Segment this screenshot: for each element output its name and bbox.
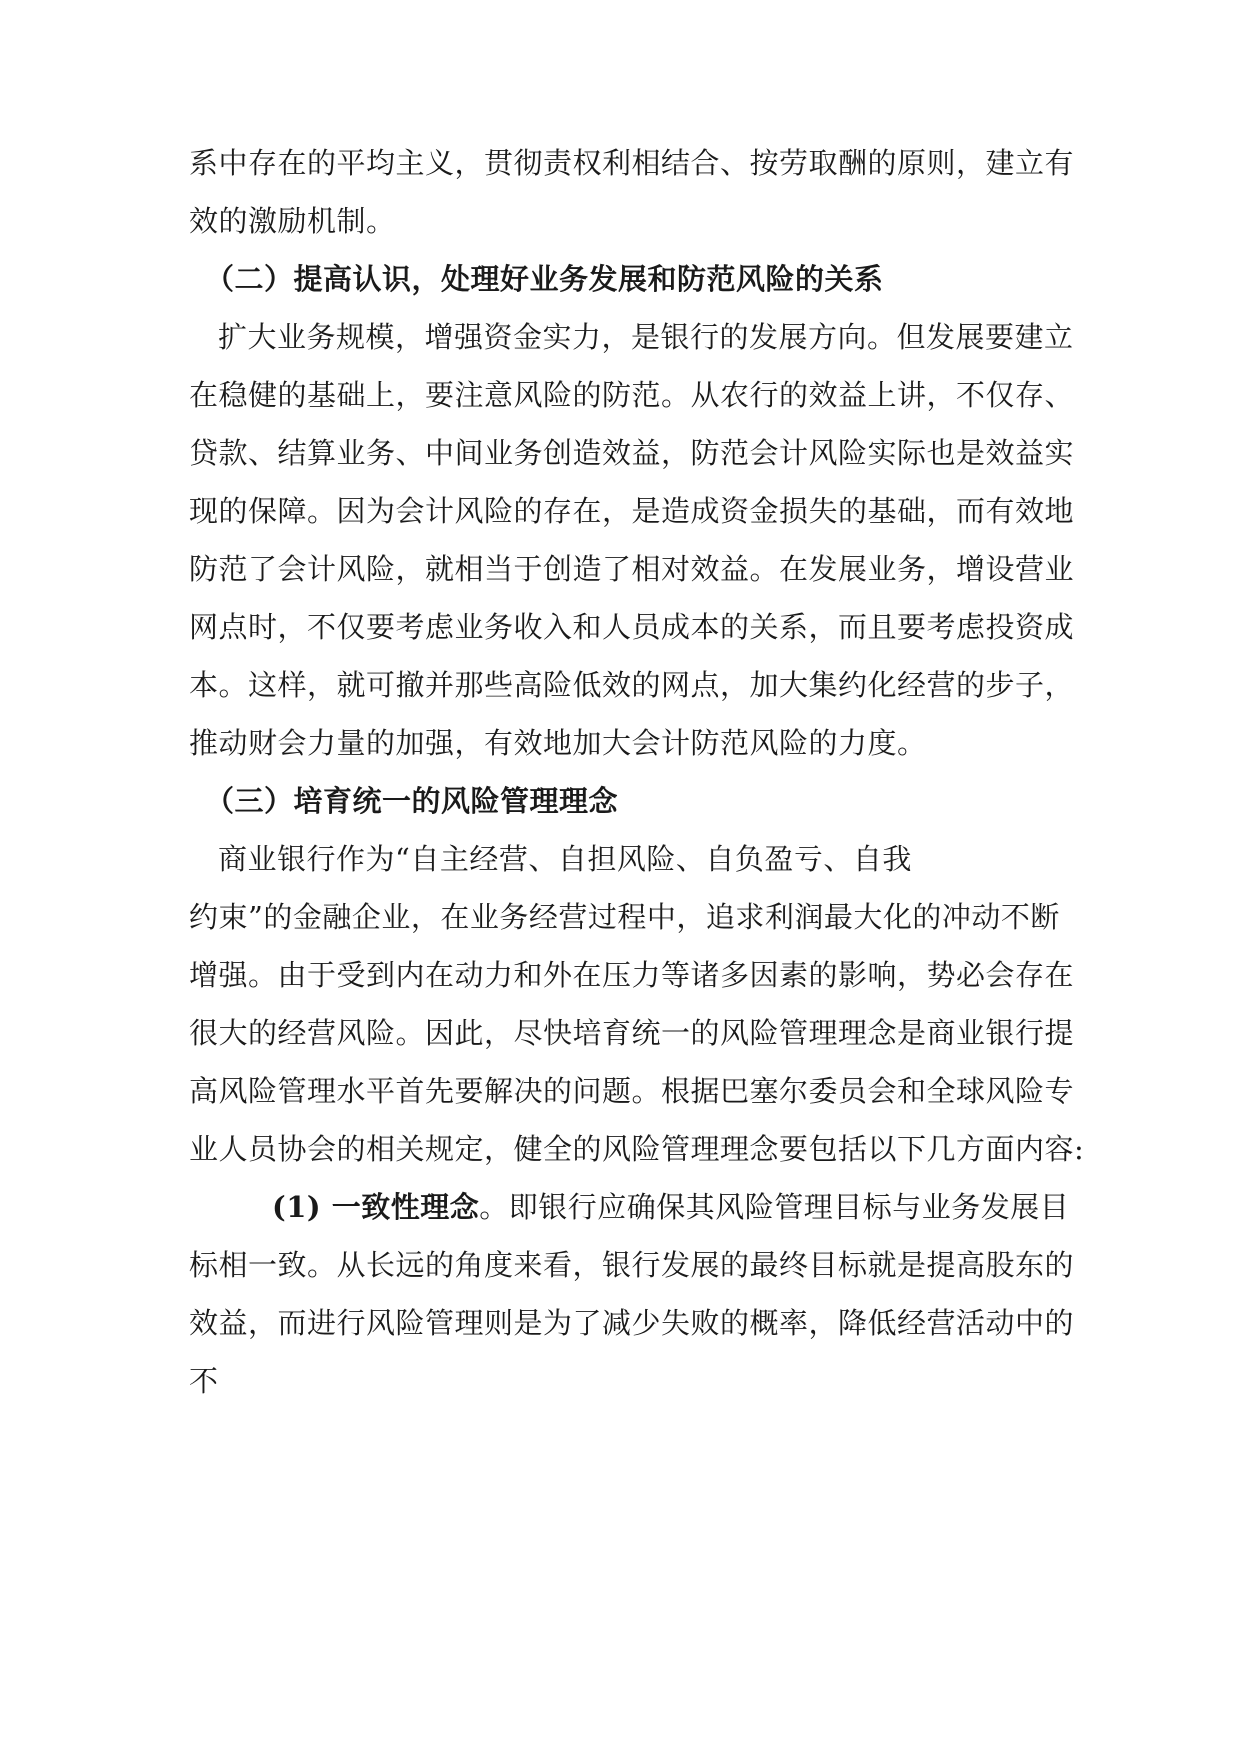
list-item-1-text: 。即银行应确保其风险管理目标与业务发展 bbox=[479, 1190, 1040, 1224]
body-line: 本。这样，就可撤并那些高险低效的网点，加大集约化经营的步子， bbox=[189, 668, 1075, 702]
body-line: 业人员协会的相关规定，健全的风险管理理念要包括以下几方面内容: bbox=[189, 1132, 1085, 1166]
body-line-end: 目 bbox=[1039, 1190, 1070, 1224]
body-line: 网点时，不仅要考虑业务收入和人员成本的关系，而且要考虑投资成 bbox=[189, 610, 1075, 644]
body-line: 现的保障。因为会计风险的存在，是造成资金损失的基础，而有效地 bbox=[189, 494, 1075, 528]
body-line: 扩大业务规模，增强资金实力，是银行的发展方向。但发展要建立 bbox=[218, 320, 1074, 354]
body-line: 效的激励机制。 bbox=[189, 204, 396, 238]
body-line: 推动财会力量的加强，有效地加大会计防范风险的力度。 bbox=[189, 726, 927, 760]
body-line: 很大的经营风险。因此，尽快培育统一的风险管理理念是商业银行提 bbox=[189, 1016, 1075, 1050]
body-line: 高风险管理水平首先要解决的问题。根据巴塞尔委员会和全球风险专 bbox=[189, 1074, 1075, 1108]
body-line: 标相一致。从长远的角度来看，银行发展的最终目标就是提高股东的 bbox=[189, 1248, 1075, 1282]
body-line: 不 bbox=[189, 1364, 219, 1398]
list-item-1 bbox=[272, 1187, 1069, 1227]
body-line: 贷款、结算业务、中间业务创造效益，防范会计风险实际也是效益实 bbox=[189, 436, 1075, 470]
body-line: 防范了会计风险，就相当于创造了相对效益。在发展业务，增设营业 bbox=[189, 552, 1075, 586]
body-line: 系中存在的平均主义，贯彻责权利相结合、按劳取酬的原则，建立有 bbox=[189, 146, 1075, 180]
list-item-1-label: (1) 一致性理念 bbox=[272, 1190, 480, 1224]
body-line: 商业银行作为“自主经营、自担风险、自负盈亏、自我 bbox=[218, 842, 912, 876]
section-heading-2: （二）提高认识，处理好业务发展和防范风险的关系 bbox=[205, 262, 884, 296]
body-line: 在稳健的基础上，要注意风险的防范。从农行的效益上讲，不仅存、 bbox=[189, 378, 1075, 412]
body-line: 约束”的金融企业，在业务经营过程中，追求利润最大化的冲动不断 bbox=[189, 900, 1060, 934]
section-heading-3: （三）培育统一的风险管理理念 bbox=[205, 784, 619, 818]
body-line: 效益，而进行风险管理则是为了减少失败的概率，降低经营活动中的 bbox=[189, 1306, 1075, 1340]
body-line: 增强。由于受到内在动力和外在压力等诸多因素的影响，势必会存在 bbox=[189, 958, 1075, 992]
